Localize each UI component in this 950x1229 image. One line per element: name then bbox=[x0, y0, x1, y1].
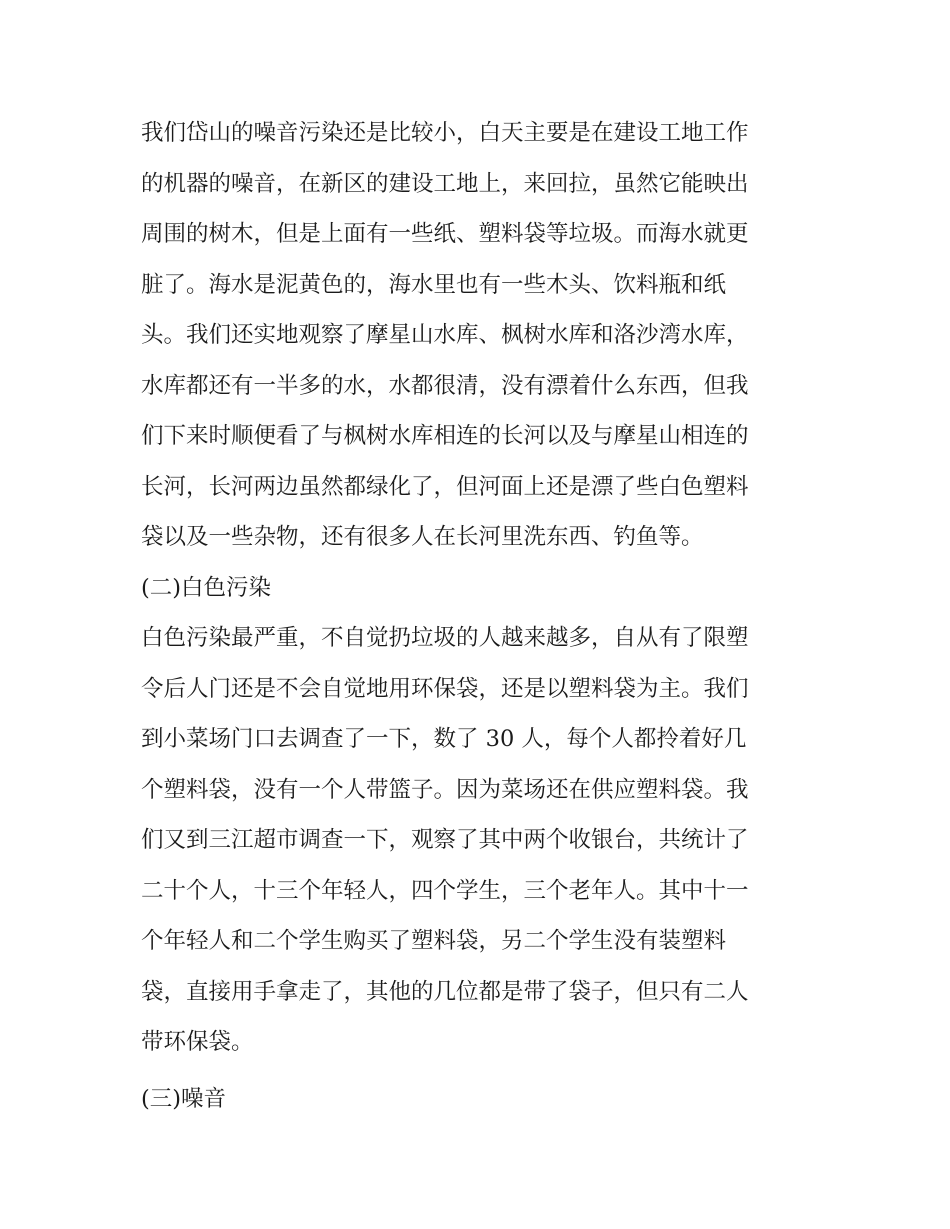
text-line: 头。我们还实地观察了摩星山水库、枫树水库和洛沙湾水库， bbox=[141, 322, 749, 348]
text-line: 个塑料袋，没有一个人带篮子。因为菜场还在供应塑料袋。我 bbox=[141, 776, 749, 803]
text-line: 带环保袋。 bbox=[141, 1029, 254, 1055]
text-line: 长河，长河两边虽然都绿化了，但河面上还是漂了些白色塑料 bbox=[141, 473, 749, 500]
text-line: 们又到三江超市调查一下，观察了其中两个收银台，共统计了 bbox=[141, 827, 749, 853]
text-line: 袋以及一些杂物，还有很多人在长河里洗东西、钓鱼等。 bbox=[141, 524, 704, 550]
text-line: 脏了。海水是泥黄色的，海水里也有一些木头、饮料瓶和纸 bbox=[141, 271, 727, 298]
text-line: 我们岱山的噪音污染还是比较小，白天主要是在建设工地工作 bbox=[141, 120, 749, 146]
text-line: 二十个人，十三个年轻人，四个学生，三个老年人。其中十一 bbox=[141, 877, 749, 904]
section-heading: (三)噪音 bbox=[141, 1085, 227, 1112]
text-line: 水库都还有一半多的水，水都很清，没有漂着什么东西，但我 bbox=[141, 372, 749, 399]
text-line: 的机器的噪音，在新区的建设工地上，来回拉，虽然它能映出 bbox=[141, 170, 749, 197]
text-line: 个年轻人和二个学生购买了塑料袋，另二个学生没有装塑料 bbox=[141, 928, 727, 954]
text-line: 们下来时顺便看了与枫树水库相连的长河以及与摩星山相连的 bbox=[141, 423, 749, 449]
document-body bbox=[141, 108, 821, 1124]
text-line: 令后人门还是不会自觉地用环保袋，还是以塑料袋为主。我们 bbox=[141, 675, 749, 702]
text-line: 袋，直接用手拿走了，其他的几位都是带了袋子，但只有二人 bbox=[141, 978, 749, 1005]
section-heading: (二)白色污染 bbox=[141, 574, 272, 601]
text-line: 周围的树木，但是上面有一些纸、塑料袋等垃圾。而海水就更 bbox=[141, 221, 749, 247]
text-line: 到小菜场门口去调查了一下，数了 30 人，每个人都拎着好几 bbox=[141, 726, 747, 752]
text-line: 白色污染最严重，不自觉扔垃圾的人越来越多，自从有了限塑 bbox=[141, 625, 749, 651]
